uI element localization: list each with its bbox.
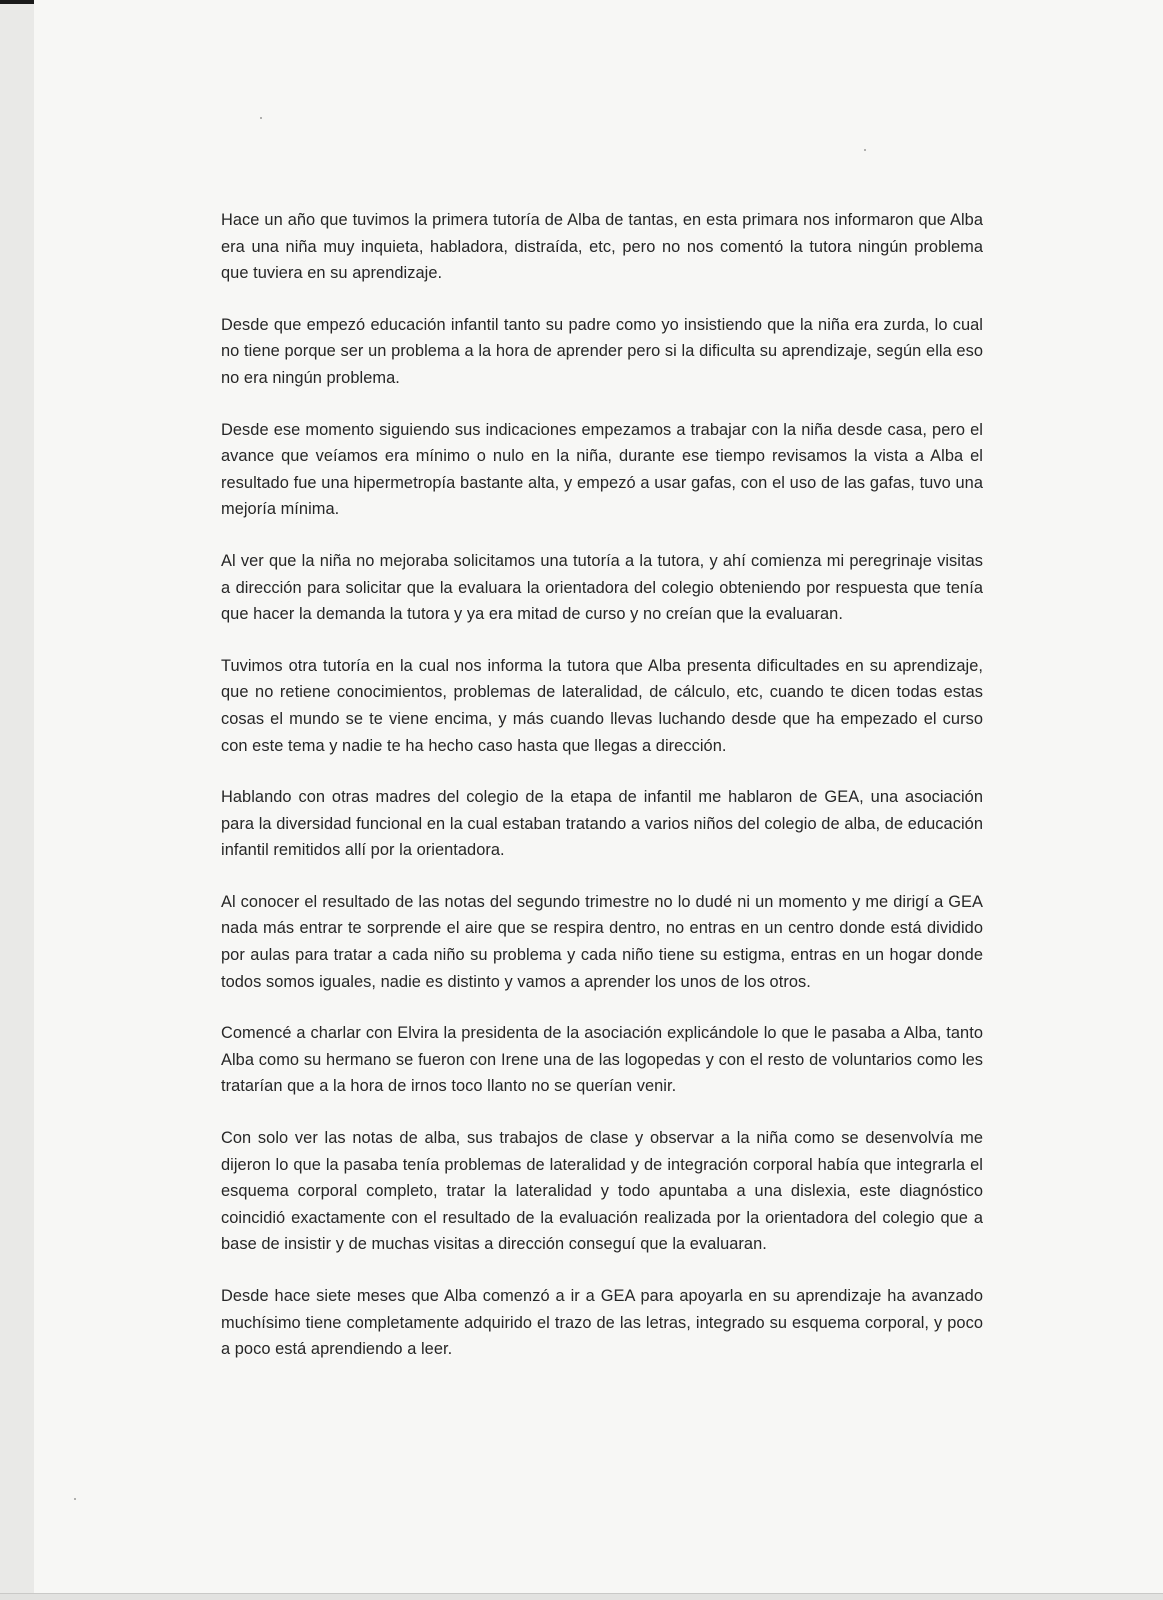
scan-bottom-edge xyxy=(0,1593,1163,1600)
paragraph: Tuvimos otra tutoría en la cual nos informa la tutora que Alba presenta dificultades en su aprendizaje, que no retiene conocimientos, problemas de lateralidad, de cálculo, etc, cuando te dicen todas estas cosas el mundo se te viene encima, y más cuando llevas luchando desde que ha empezado el curso con este tema y nadie te ha hecho caso hasta que llegas a dirección. xyxy=(221,656,983,755)
paragraph: Comencé a charlar con Elvira la presidenta de la asociación explicándole lo que le pasaba a Alba, tanto Alba como su hermano se fueron con Irene una de las logopedas y con el resto de voluntarios como les tratarían que a la hora de irnos toco llanto no se querían venir. xyxy=(221,1024,983,1096)
paragraph: Hace un año que tuvimos la primera tutoría de Alba de tantas, en esta primara nos informaron que Alba era una niña muy inquieta, habladora, distraída, etc, pero no nos comentó la tutora ningún problema que tuviera en su aprendizaje. xyxy=(221,211,983,283)
paragraph: Al conocer el resultado de las notas del segundo trimestre no lo dudé ni un momento y me dirigí a GEA nada más entrar te sorprende el aire que se respira dentro, no entras en un centro donde está dividido por aulas para tratar a cada niño su problema y cada niño tiene su estigma, entras en un hogar donde todos somos iguales, nadie es distinto y vamos a aprender los unos de los otros. xyxy=(221,892,983,991)
paragraph: Con solo ver las notas de alba, sus trabajos de clase y observar a la niña como se desenvolvía me dijeron lo que la pasaba tenía problemas de lateralidad y de integración corporal había que integrarla el esquema corporal completo, tratar la lateralidad y todo apuntaba a una dislexia, este diagnóstico coincidió exactamente con el resultado de la evaluación realizada por la orientadora del colegio que a base de insistir y de muchas visitas a dirección conseguí que la evaluaran. xyxy=(221,1129,983,1254)
scan-speck xyxy=(260,117,262,119)
paragraph: Hablando con otras madres del colegio de la etapa de infantil me hablaron de GEA, una asociación para la diversidad funcional en la cual estaban tratando a varios niños del colegio de alba, de educación infantil remitidos allí por la orientadora. xyxy=(221,788,983,860)
paragraph: Desde ese momento siguiendo sus indicaciones empezamos a trabajar con la niña desde casa, pero el avance que veíamos era mínimo o nulo en la niña, durante ese tiempo revisamos la vista a Alba el resultado fue una hipermetropía bastante alta, y empezó a usar gafas, con el uso de las gafas, tuvo una mejoría mínima. xyxy=(221,420,983,519)
paragraph: Desde que empezó educación infantil tanto su padre como yo insistiendo que la niña era zurda, lo cual no tiene porque ser un problema a la hora de aprender pero si la dificulta su aprendizaje, según ella eso no era ningún problema. xyxy=(221,315,983,387)
paragraph: Desde hace siete meses que Alba comenzó a ir a GEA para apoyarla en su aprendizaje ha avanzado muchísimo tiene completamente adquirido el trazo de las letras, integrado su esquema corporal, y poco a poco está aprendiendo a leer. xyxy=(221,1287,983,1359)
scan-speck xyxy=(74,1498,76,1500)
scan-left-margin xyxy=(0,0,34,1600)
paragraph: Al ver que la niña no mejoraba solicitamos una tutoría a la tutora, y ahí comienza mi peregrinaje visitas a dirección para solicitar que la evaluara la orientadora del colegio obteniendo por respuesta que tenía que hacer la demanda la tutora y ya era mitad de curso y no creían que la evaluaran. xyxy=(221,551,983,624)
scan-speck xyxy=(864,149,866,151)
letter-body xyxy=(221,207,983,1388)
